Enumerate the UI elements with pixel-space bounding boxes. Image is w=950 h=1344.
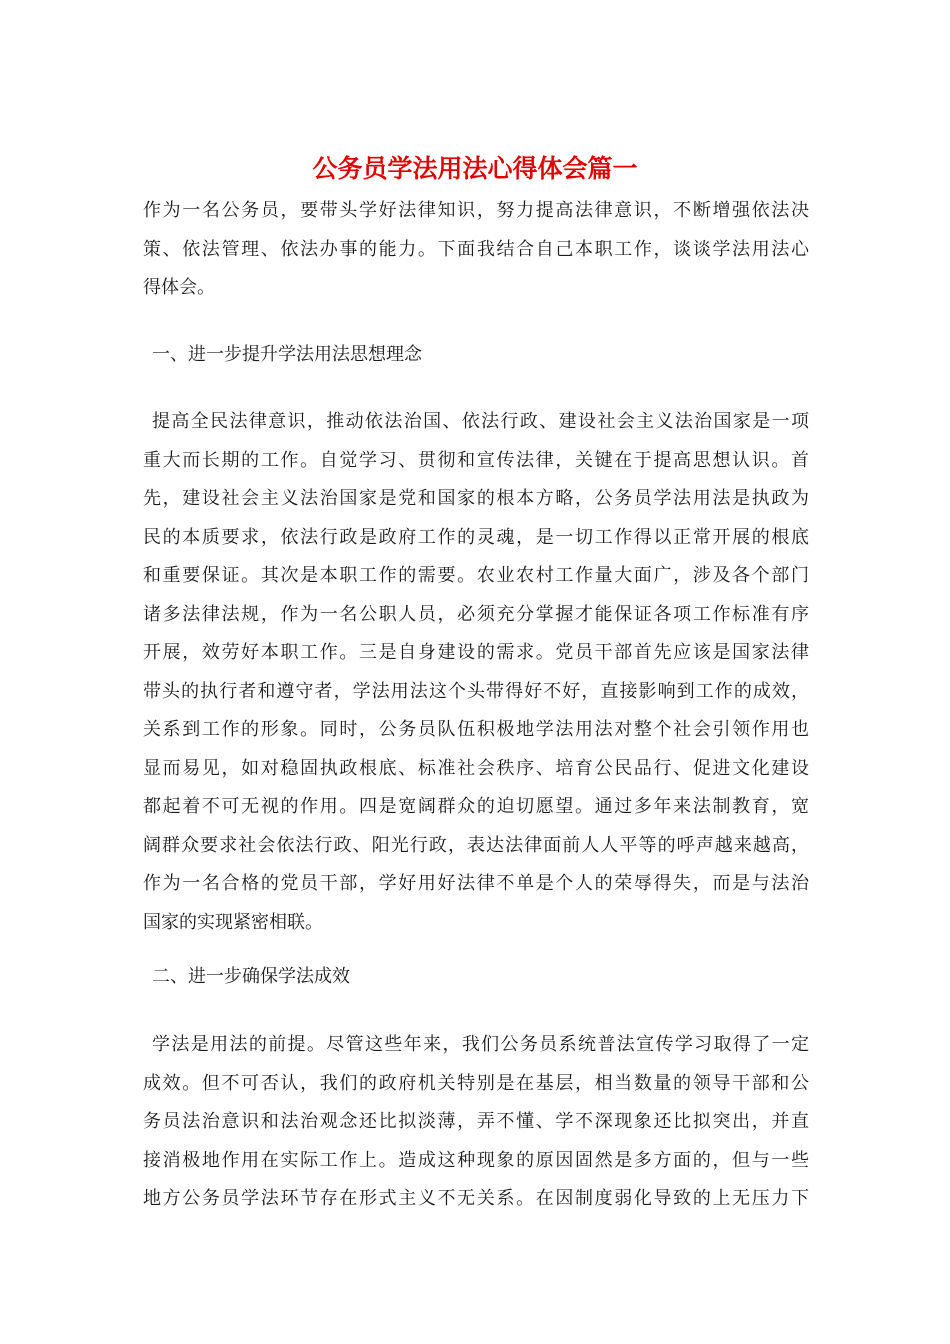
section2-line: 务员法治意识和法治观念还比拟淡薄，弄不懂、学不深现象还比拟突出，并直 <box>143 1111 809 1132</box>
section1-paragraph <box>143 403 809 942</box>
section1-line: 诸多法律法规，作为一名公职人员，必须充分掌握才能保证各项工作标准有序 <box>143 603 809 625</box>
intro-line: 策、依法管理、依法办事的能力。下面我结合自己本职工作，谈谈学法用法心 <box>143 238 809 260</box>
section2-line: 接消极地作用在实际工作上。造成这种现象的原因固然是多方面的，但与一些 <box>143 1149 809 1171</box>
intro-line: 作为一名公务员，要带头学好法律知识，努力提高法律意识，不断增强依法决 <box>143 200 809 221</box>
section1-line: 开展，效劳好本职工作。三是自身建设的需求。党员干部首先应该是国家法律 <box>143 642 809 663</box>
section1-line: 阔群众要求社会依法行政、阳光行政，表达法律面前人人平等的呼声越来越高， <box>143 834 809 856</box>
section2-line: 成效。但不可否认，我们的政府机关特别是在基层，相当数量的领导干部和公 <box>143 1072 809 1094</box>
section1-line: 带头的执行者和遵守者，学法用法这个头带得好不好，直接影响到工作的成效， <box>143 680 809 702</box>
section2-paragraph <box>143 1026 809 1219</box>
section2-line: 地方公务员学法环节存在形式主义不无关系。在因制度弱化导致的上无压力下 <box>143 1188 809 1209</box>
section1-line: 民的本质要求，依法行政是政府工作的灵魂，是一切工作得以正常开展的根底 <box>143 526 809 548</box>
section1-line: 关系到工作的形象。同时，公务员队伍积极地学法用法对整个社会引领作用也 <box>143 719 809 740</box>
section1-line: 先，建设社会主义法治国家是党和国家的根本方略，公务员学法用法是执政为 <box>143 488 809 509</box>
intro-paragraph <box>143 192 809 308</box>
section2-heading: 二、进一步确保学法成效 <box>152 966 350 987</box>
section2-line: 学法是用法的前提。尽管这些年来，我们公务员系统普法宣传学习取得了一定 <box>152 1034 809 1055</box>
section1-line: 提高全民法律意识，推动依法治国、依法行政、建设社会主义法治国家是一项 <box>152 411 809 432</box>
section1-line: 和重要保证。其次是本职工作的需要。农业农村工作量大面广，涉及各个部门 <box>143 565 809 586</box>
section1-line: 重大而长期的工作。自觉学习、贯彻和宣传法律，关键在于提高思想认识。首 <box>143 449 809 471</box>
section1-line: 作为一名合格的党员干部，学好用好法律不单是个人的荣辱得失，而是与法治 <box>143 873 809 894</box>
section1-line: 都起着不可无视的作用。四是宽阔群众的迫切愿望。通过多年来法制教育，宽 <box>143 796 809 817</box>
section1-line: 显而易见，如对稳固执政根底、标准社会秩序、培育公民品行、促进文化建设 <box>143 757 809 779</box>
section1-heading: 一、进一步提升学法用法思想理念 <box>152 344 422 365</box>
intro-line: 得体会。 <box>143 277 215 298</box>
section1-line: 国家的实现紧密相联。 <box>143 911 323 933</box>
document-title: 公务员学法用法心得体会篇一 <box>312 154 638 183</box>
